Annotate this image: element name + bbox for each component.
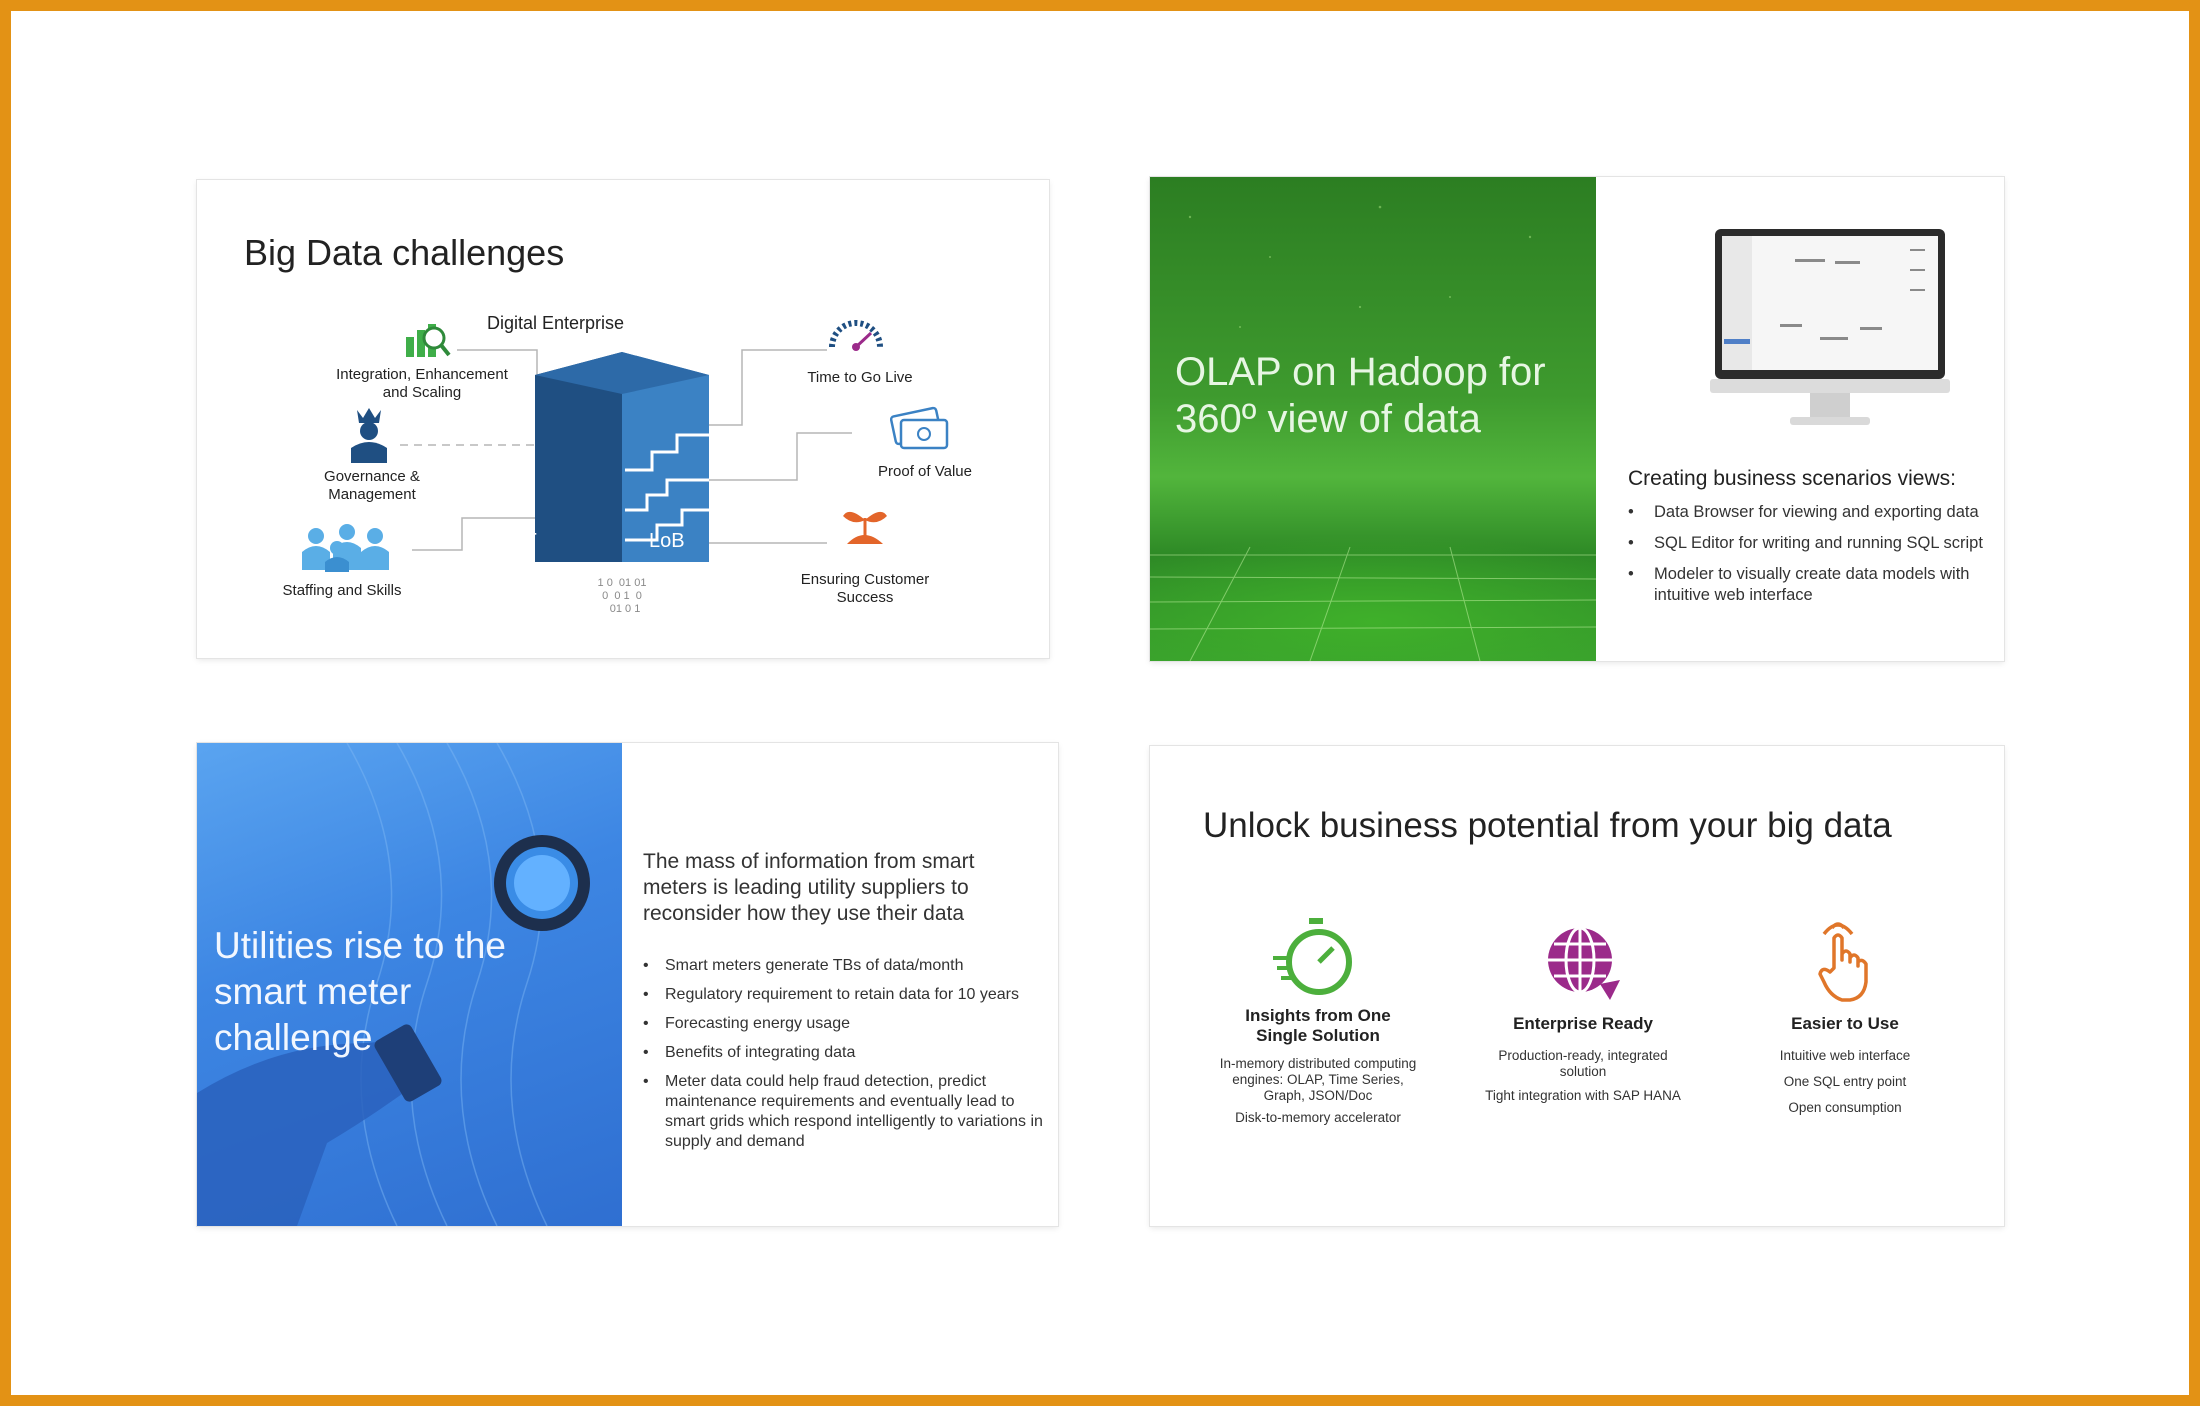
- money-bills-icon: [891, 408, 947, 448]
- stopwatch-icon: [1273, 916, 1357, 1000]
- list-item: • Regulatory requirement to retain data for 10 years: [643, 985, 1053, 1005]
- lob-label: LoB: [649, 530, 685, 552]
- proof-of-value-label: Proof of Value: [878, 463, 972, 480]
- pointer-hand-icon: [1808, 920, 1878, 1004]
- list-item: • Data Browser for viewing and exporting data: [1628, 502, 2004, 523]
- binary-data-text: 1 0 01 01 0 0 1 0 01 0 1: [597, 577, 647, 615]
- customer-success-label: Ensuring Customer Success: [800, 571, 930, 606]
- slide-title: Utilities rise to the smart meter challenge: [214, 925, 506, 1058]
- slide-title: Big Data challenges: [244, 232, 565, 273]
- speedometer-icon: [832, 323, 880, 351]
- slide-title: OLAP on Hadoop for 360º view of data: [1175, 350, 1546, 441]
- digital-enterprise-label: Digital Enterprise: [487, 313, 625, 333]
- list-item: • Smart meters generate TBs of data/month: [643, 956, 1053, 976]
- sprout-plant-icon: [843, 512, 887, 544]
- feature-column-enterprise: [1483, 1014, 1683, 1104]
- feature-column-insights: [1218, 1006, 1418, 1126]
- monitor-screenshot-icon: [1710, 229, 1950, 433]
- slide-big-data-challenges: [197, 180, 1049, 658]
- feature-line: Tight integration with SAP HANA: [1485, 1088, 1681, 1103]
- feature-line: In-memory distributed computing engines: OLAP, Time Series, Graph, JSON/Doc: [1219, 1056, 1417, 1103]
- governance-label: Governance & Management: [324, 468, 420, 503]
- feature-heading: Easier to Use: [1791, 1014, 1899, 1033]
- green-city-night-image: [1150, 177, 1596, 661]
- feature-column-ease-of-use: [1745, 1014, 1945, 1116]
- feature-line: Open consumption: [1788, 1100, 1902, 1115]
- team-people-icon: [302, 524, 389, 572]
- slide-utilities-smart-meter: [197, 743, 1058, 1226]
- feature-heading: Enterprise Ready: [1513, 1014, 1653, 1033]
- it-label: IT: [519, 530, 537, 552]
- scenarios-heading: Creating business scenarios views:: [1628, 467, 1956, 490]
- feature-line: Production-ready, integrated solution: [1498, 1048, 1668, 1079]
- globe-icon: [1542, 922, 1622, 1002]
- list-item: • SQL Editor for writing and running SQL script: [1628, 533, 2004, 554]
- list-item: • Meter data could help fraud detection, predict maintenance requirements and eventually lead to smart grids which respond intelligently to variations in supply and demand: [643, 1072, 1053, 1152]
- slide-unlock-business-potential: [1150, 746, 2004, 1226]
- feature-line: Disk-to-memory accelerator: [1235, 1110, 1401, 1125]
- time-to-go-live-label: Time to Go Live: [807, 369, 913, 386]
- feature-heading: Insights from One Single Solution: [1245, 1006, 1391, 1045]
- utilities-bullet-list: [643, 956, 1053, 1161]
- slide-title: Unlock business potential from your big data: [1203, 806, 1892, 845]
- staffing-label: Staffing and Skills: [282, 582, 402, 599]
- feature-line: Intuitive web interface: [1779, 1048, 1911, 1063]
- slide-olap-hadoop: [1150, 177, 2004, 661]
- smart-meter-photo: [197, 743, 622, 1226]
- analytics-magnifier-icon: [406, 324, 449, 357]
- list-item: • Modeler to visually create data models with intuitive web interface: [1628, 564, 2004, 606]
- list-item: • Forecasting energy usage: [643, 1014, 1053, 1034]
- governance-person-icon: [351, 408, 387, 463]
- list-item: • Benefits of integrating data: [643, 1043, 1053, 1063]
- integration-label: Integration, Enhancement and Scaling: [336, 366, 508, 401]
- feature-line: One SQL entry point: [1783, 1074, 1907, 1089]
- olap-bullet-list: [1628, 502, 2004, 616]
- lead-paragraph: The mass of information from smart meters is leading utility suppliers to reconsider how they use their data: [643, 850, 975, 925]
